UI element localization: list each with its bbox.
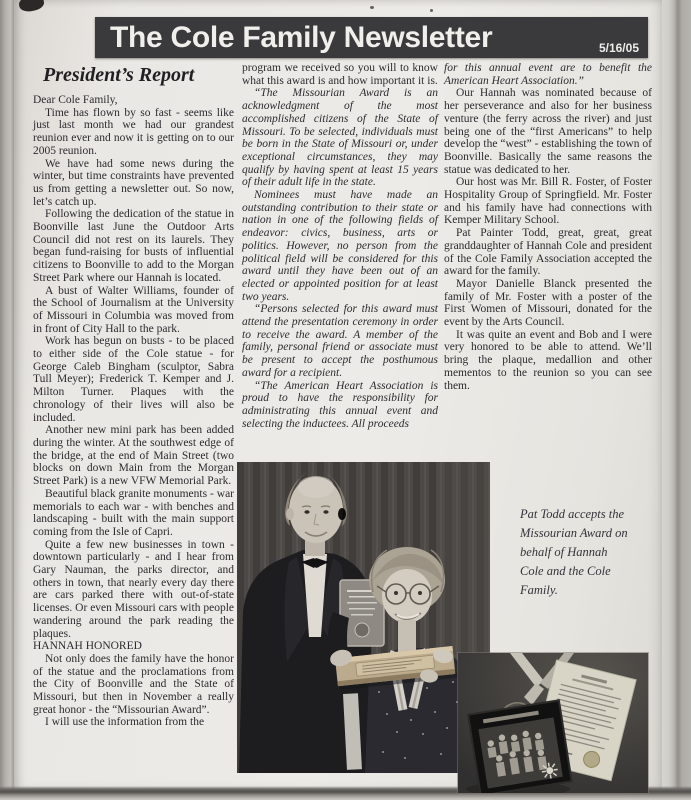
scan-speck [370,6,374,9]
column-right [444,62,652,392]
paragraph: Beautiful black granite monuments - war memorials to each war - with benches and landscaping - built with the main support coming from the Isle of Capri. [33,487,234,538]
issue-date: 5/16/05 [598,41,639,55]
paragraph: I will use the information from the [45,716,205,729]
paragraph: Quite a few new businesses in town - downtown particularly - and I hear from Gary Nauman, the parks director, and others in town, that nearly every day there are cars parked there with out-of-state licenses. Or even Missouri cars with people wandering around the park reading the plaques. [33,538,234,640]
paragraph: We have had some news during the winter, but time constraints have prevented us from getting a newsletter out. So now, let’s catch up. [33,157,234,208]
paragraph: Our host was Mr. Bill R. Foster, of Foster Hospitality Group of Springfield. Mr. Foster and his family have had connections with Kemper Military School. [444,176,652,227]
award-memorabilia-photo [458,653,648,793]
scan-artifact-mark [18,0,45,13]
paragraph: Dear Cole Family, [33,94,118,106]
scan-right-edge [662,0,691,800]
masthead-banner [95,17,648,58]
paragraph: Another new mini park has been added during the winter. At the southwest edge of the bridge, at the end of Main Street (two blocks on down Main from the Morgan Street Park) is a new VFW Memorial Park. [33,424,234,488]
scan-left-edge [0,0,14,800]
paragraph: HANNAH HONORED [33,640,142,653]
paragraph: Time has flown by so fast - seems like just last month we had our grandest reunion ever and now it is getting on to our 2005 reunion. [33,106,234,157]
framed-photo [468,700,572,793]
paragraph: Following the dedication of the statue in Boonville last June the Outdoor Arts Council did not rest on its laurels. They began fund-raising for busts of influential citizens to Boonville to add to the Morgan Street Park where our Hannah is located. [33,208,234,284]
paragraph: Pat Painter Todd, great, great, great granddaughter of Hannah Cole and president of the Cole Family Association accepted the award for the family. [444,227,652,278]
photo-caption: Pat Todd accepts the Missourian Award on behalf of Hannah Cole and the Cole Family. [520,507,628,597]
paragraph: “Persons selected for this award must attend the presentation ceremony in order to receive the award. A member of the family, personal friend or associate must be present to accept the posthumous award for a recipient. [242,303,438,379]
paragraph: Our Hannah was nominated because of her perseverance and also for her business venture (the ferry across the river) and just being one of the “first Americans” to help develop the “west” - establishing the town of Boonville. Basically the same reasons the statue was dedicated to her. [444,87,652,176]
newsletter-title: The Cole Family Newsletter [110,21,493,54]
column-left [33,64,234,729]
column-left-paragraphs [33,94,234,729]
paragraph: Mayor Danielle Blanck presented the family of Mr. Foster with a poster of the First Women of Missouri, donated for the event by the Arts Council. [444,277,652,329]
paragraph: “The Missourian Award is an acknowledgment of the most accomplished citizens of the State of Missouri. To be selected, individuals must be born in the State of Missouri or, under exceptional circumstances, they may qualify by having spent at least 15 years of their adult life in the state. [242,87,438,189]
paragraph: A bust of Walter Williams, founder of the School of Journalism at the University of Missouri in Columbia was moved from in front of City Hall to the park. [33,284,234,335]
award-presentation-photo [237,462,490,773]
paragraph: Work has begun on busts - to be placed to either side of the Cole statue - for George Caleb Bingham (sculptor, Sabra Tull Meyer); Frederick T. Kemper and J. Milton Turner. Plaques with the chronology of their lives will also be included. [33,335,234,424]
column-middle [242,62,438,430]
paragraph: program we received so you will to know what this award is and how important it is. [242,62,438,87]
paragraph: “The American Heart Association is proud to have the responsibility for administrating this annual event and selecting the inductees. All proceeds [242,379,438,430]
presidents-report-heading: President’s Report [43,64,195,86]
paragraph: Not only does the family have the honor of the statue and the proclamations from the City of Boonville and the State of Missouri, but then in November a really great honor - the “Missourian Award”. [33,652,234,716]
paragraph: Nominees must have made an outstanding contribution to their state or nation in one of the following fields of endeavor: civics, business, arts or politics. However, no person from the political field will be considered for this award until they have been out of an elected or appointed position for at least two years. [242,189,438,303]
paragraph: It was quite an event and Bob and I were very honored to be able to attend. We’ll bring the plaque, medallion and other mementos to the reunion so you can see them. [444,328,652,392]
scan-speck [430,9,433,12]
newsletter-page [14,0,662,800]
paragraph: for this annual event are to benefit the American Heart Association.” [444,62,652,87]
